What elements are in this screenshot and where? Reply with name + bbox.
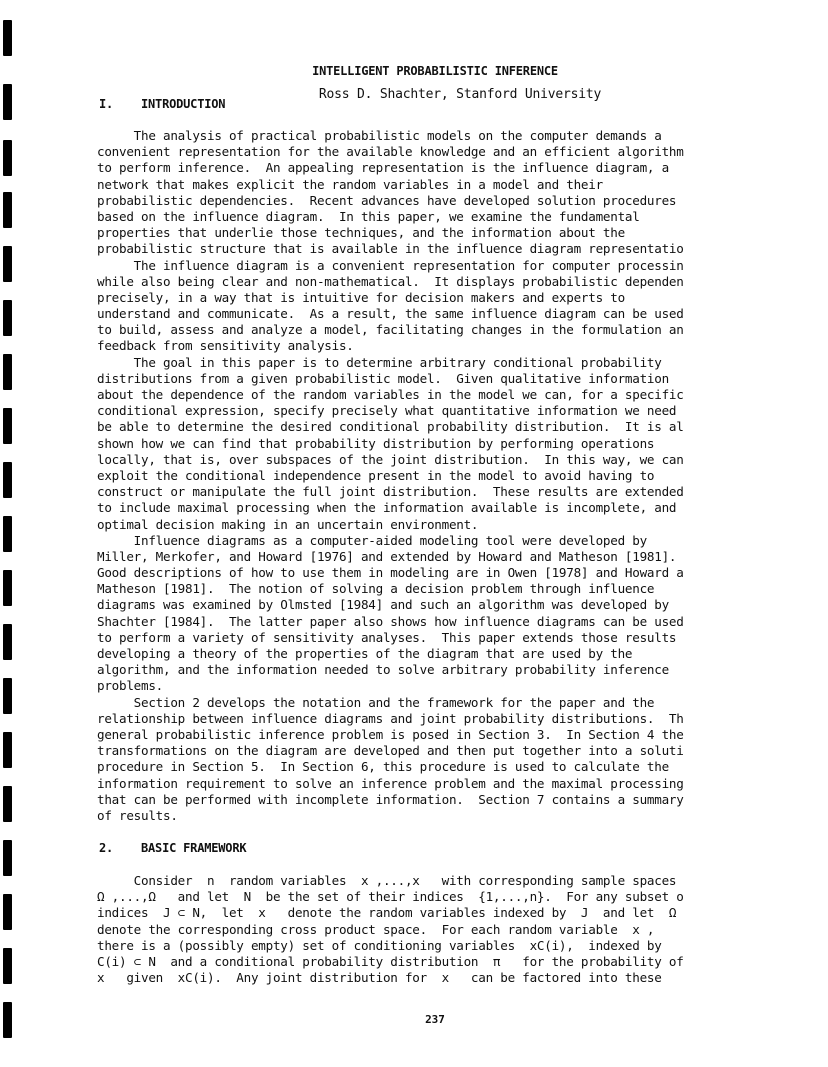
text-line: transformations on the diagram are developed and then put together into a soluti — [97, 743, 684, 759]
section-heading — [99, 841, 246, 855]
binding-mark — [3, 140, 12, 176]
section-title: BASIC FRAMEWORK — [141, 841, 247, 855]
text-line: procedure in Section 5. In Section 6, this procedure is used to calculate the — [97, 759, 669, 775]
section-body — [97, 128, 817, 824]
paper-title: INTELLIGENT PROBABILISTIC INFERENCE — [312, 64, 558, 78]
text-line: x given xC(i). Any joint distribution for x can be factored into these — [97, 970, 662, 986]
text-line: of results. — [97, 807, 178, 823]
text-line: The analysis of practical probabilistic models on the computer demands a — [97, 128, 662, 143]
binding-mark — [3, 300, 12, 336]
binding-mark — [3, 20, 12, 56]
text-line: C(i) ⊂ N and a conditional probability distribution π for the probability of — [97, 953, 684, 969]
text-line: understand and communicate. As a result, the same influence diagram can be used — [97, 306, 684, 322]
text-line: construct or manipulate the full joint distribution. These results are extended — [97, 484, 684, 500]
text-line: developing a theory of the properties of the diagram that are used by the — [97, 646, 633, 661]
text-line: be able to determine the desired conditional probability distribution. It is al — [97, 419, 684, 435]
text-line: conditional expression, specify precisely what quantitative information we need — [97, 403, 677, 419]
text-line: Influence diagrams as a computer-aided modeling tool were developed by — [97, 532, 647, 548]
section-number: I. — [99, 97, 114, 111]
text-line: there is a (possibly empty) set of conditioning variables xC(i), indexed by — [97, 937, 662, 953]
binding-mark — [3, 246, 12, 282]
text-line: while also being clear and non-mathematical. It displays probabilistic dependen — [97, 273, 684, 289]
text-line: to perform inference. An appealing representation is the influence diagram, a — [97, 160, 669, 176]
text-line: Ω ,...,Ω and let N be the set of their indices {1,...,n}. For any subset o — [97, 889, 684, 905]
text-line: denote the corresponding cross product space. For each random variable x , — [97, 921, 655, 937]
binding-mark — [3, 192, 12, 228]
text-line: to include maximal processing when the information available is incomplete, and — [97, 500, 677, 516]
section-number: 2. — [99, 841, 114, 855]
text-line: exploit the conditional independence present in the model to avoid having to — [97, 467, 655, 483]
text-line: that can be performed with incomplete information. Section 7 contains a summary — [97, 791, 684, 807]
text-line: Consider n random variables x ,...,x with corresponding sample spaces — [97, 873, 677, 888]
binding-mark — [3, 624, 12, 660]
text-line: about the dependence of the random variables in the model we can, for a specific — [97, 387, 684, 402]
text-line: network that makes explicit the random variables in a model and their — [97, 176, 603, 192]
text-line: feedback from sensitivity analysis. — [97, 338, 354, 354]
text-line: probabilistic dependencies. Recent advances have developed solution procedures — [97, 192, 677, 208]
text-line: relationship between influence diagrams and joint probability distributions. Th — [97, 710, 684, 726]
binding-mark — [3, 516, 12, 552]
text-line: to build, assess and analyze a model, facilitating changes in the formulation an — [97, 322, 684, 338]
binding-mark — [3, 732, 12, 768]
paper-author: Ross D. Shachter, Stanford University — [318, 87, 602, 102]
text-line: to perform a variety of sensitivity analyses. This paper extends those results — [97, 629, 677, 645]
text-line: properties that underlie those techniques, and the information about the — [97, 225, 625, 241]
binding-mark — [3, 786, 12, 822]
binding-mark — [3, 408, 12, 444]
text-line: shown how we can find that probability distribution by performing operations — [97, 435, 655, 451]
text-line: problems. — [97, 678, 163, 694]
text-line: precisely, in a way that is intuitive for decision makers and experts to — [97, 289, 625, 305]
text-line: Good descriptions of how to use them in modeling are in Owen [1978] and Howard a — [97, 565, 684, 581]
binding-mark — [3, 948, 12, 984]
text-line: indices J ⊂ N, let x denote the random variables indexed by J and let Ω — [97, 905, 677, 921]
text-line: Miller, Merkofer, and Howard [1976] and extended by Howard and Matheson [1981]. — [97, 548, 677, 564]
binding-mark — [3, 354, 12, 390]
text-line: convenient representation for the available knowledge and an efficient algorithm — [97, 144, 684, 160]
text-line: distributions from a given probabilistic model. Given qualitative information — [97, 370, 669, 386]
section-heading — [99, 97, 225, 111]
text-line: The influence diagram is a convenient representation for computer processin — [97, 257, 684, 273]
section-title: INTRODUCTION — [141, 97, 226, 111]
text-line: information requirement to solve an inference problem and the maximal processing — [97, 775, 684, 791]
text-line: probabilistic structure that is available in the influence diagram representatio — [97, 241, 684, 257]
text-line: diagrams was examined by Olmsted [1984] and such an algorithm was developed by — [97, 597, 669, 613]
binding-mark — [3, 462, 12, 498]
text-line: optimal decision making in an uncertain environment. — [97, 516, 479, 532]
section-body — [97, 873, 817, 986]
binding-mark — [3, 570, 12, 606]
text-line: The goal in this paper is to determine arbitrary conditional probability — [97, 354, 662, 370]
text-line: Matheson [1981]. The notion of solving a decision problem through influence — [97, 581, 655, 597]
text-line: Section 2 develops the notation and the framework for the paper and the — [97, 694, 655, 710]
page-number: 237 — [425, 1013, 445, 1026]
binding-mark — [3, 894, 12, 930]
text-line: based on the influence diagram. In this paper, we examine the fundamental — [97, 208, 640, 224]
binding-mark — [3, 678, 12, 714]
text-line: general probabilistic inference problem is posed in Section 3. In Section 4 the — [97, 726, 684, 742]
binding-mark — [3, 840, 12, 876]
text-line: Shachter [1984]. The latter paper also shows how influence diagrams can be used — [97, 613, 684, 629]
text-line: algorithm, and the information needed to solve arbitrary probability inference — [97, 662, 669, 678]
text-line: locally, that is, over subspaces of the joint distribution. In this way, we can — [97, 451, 684, 467]
